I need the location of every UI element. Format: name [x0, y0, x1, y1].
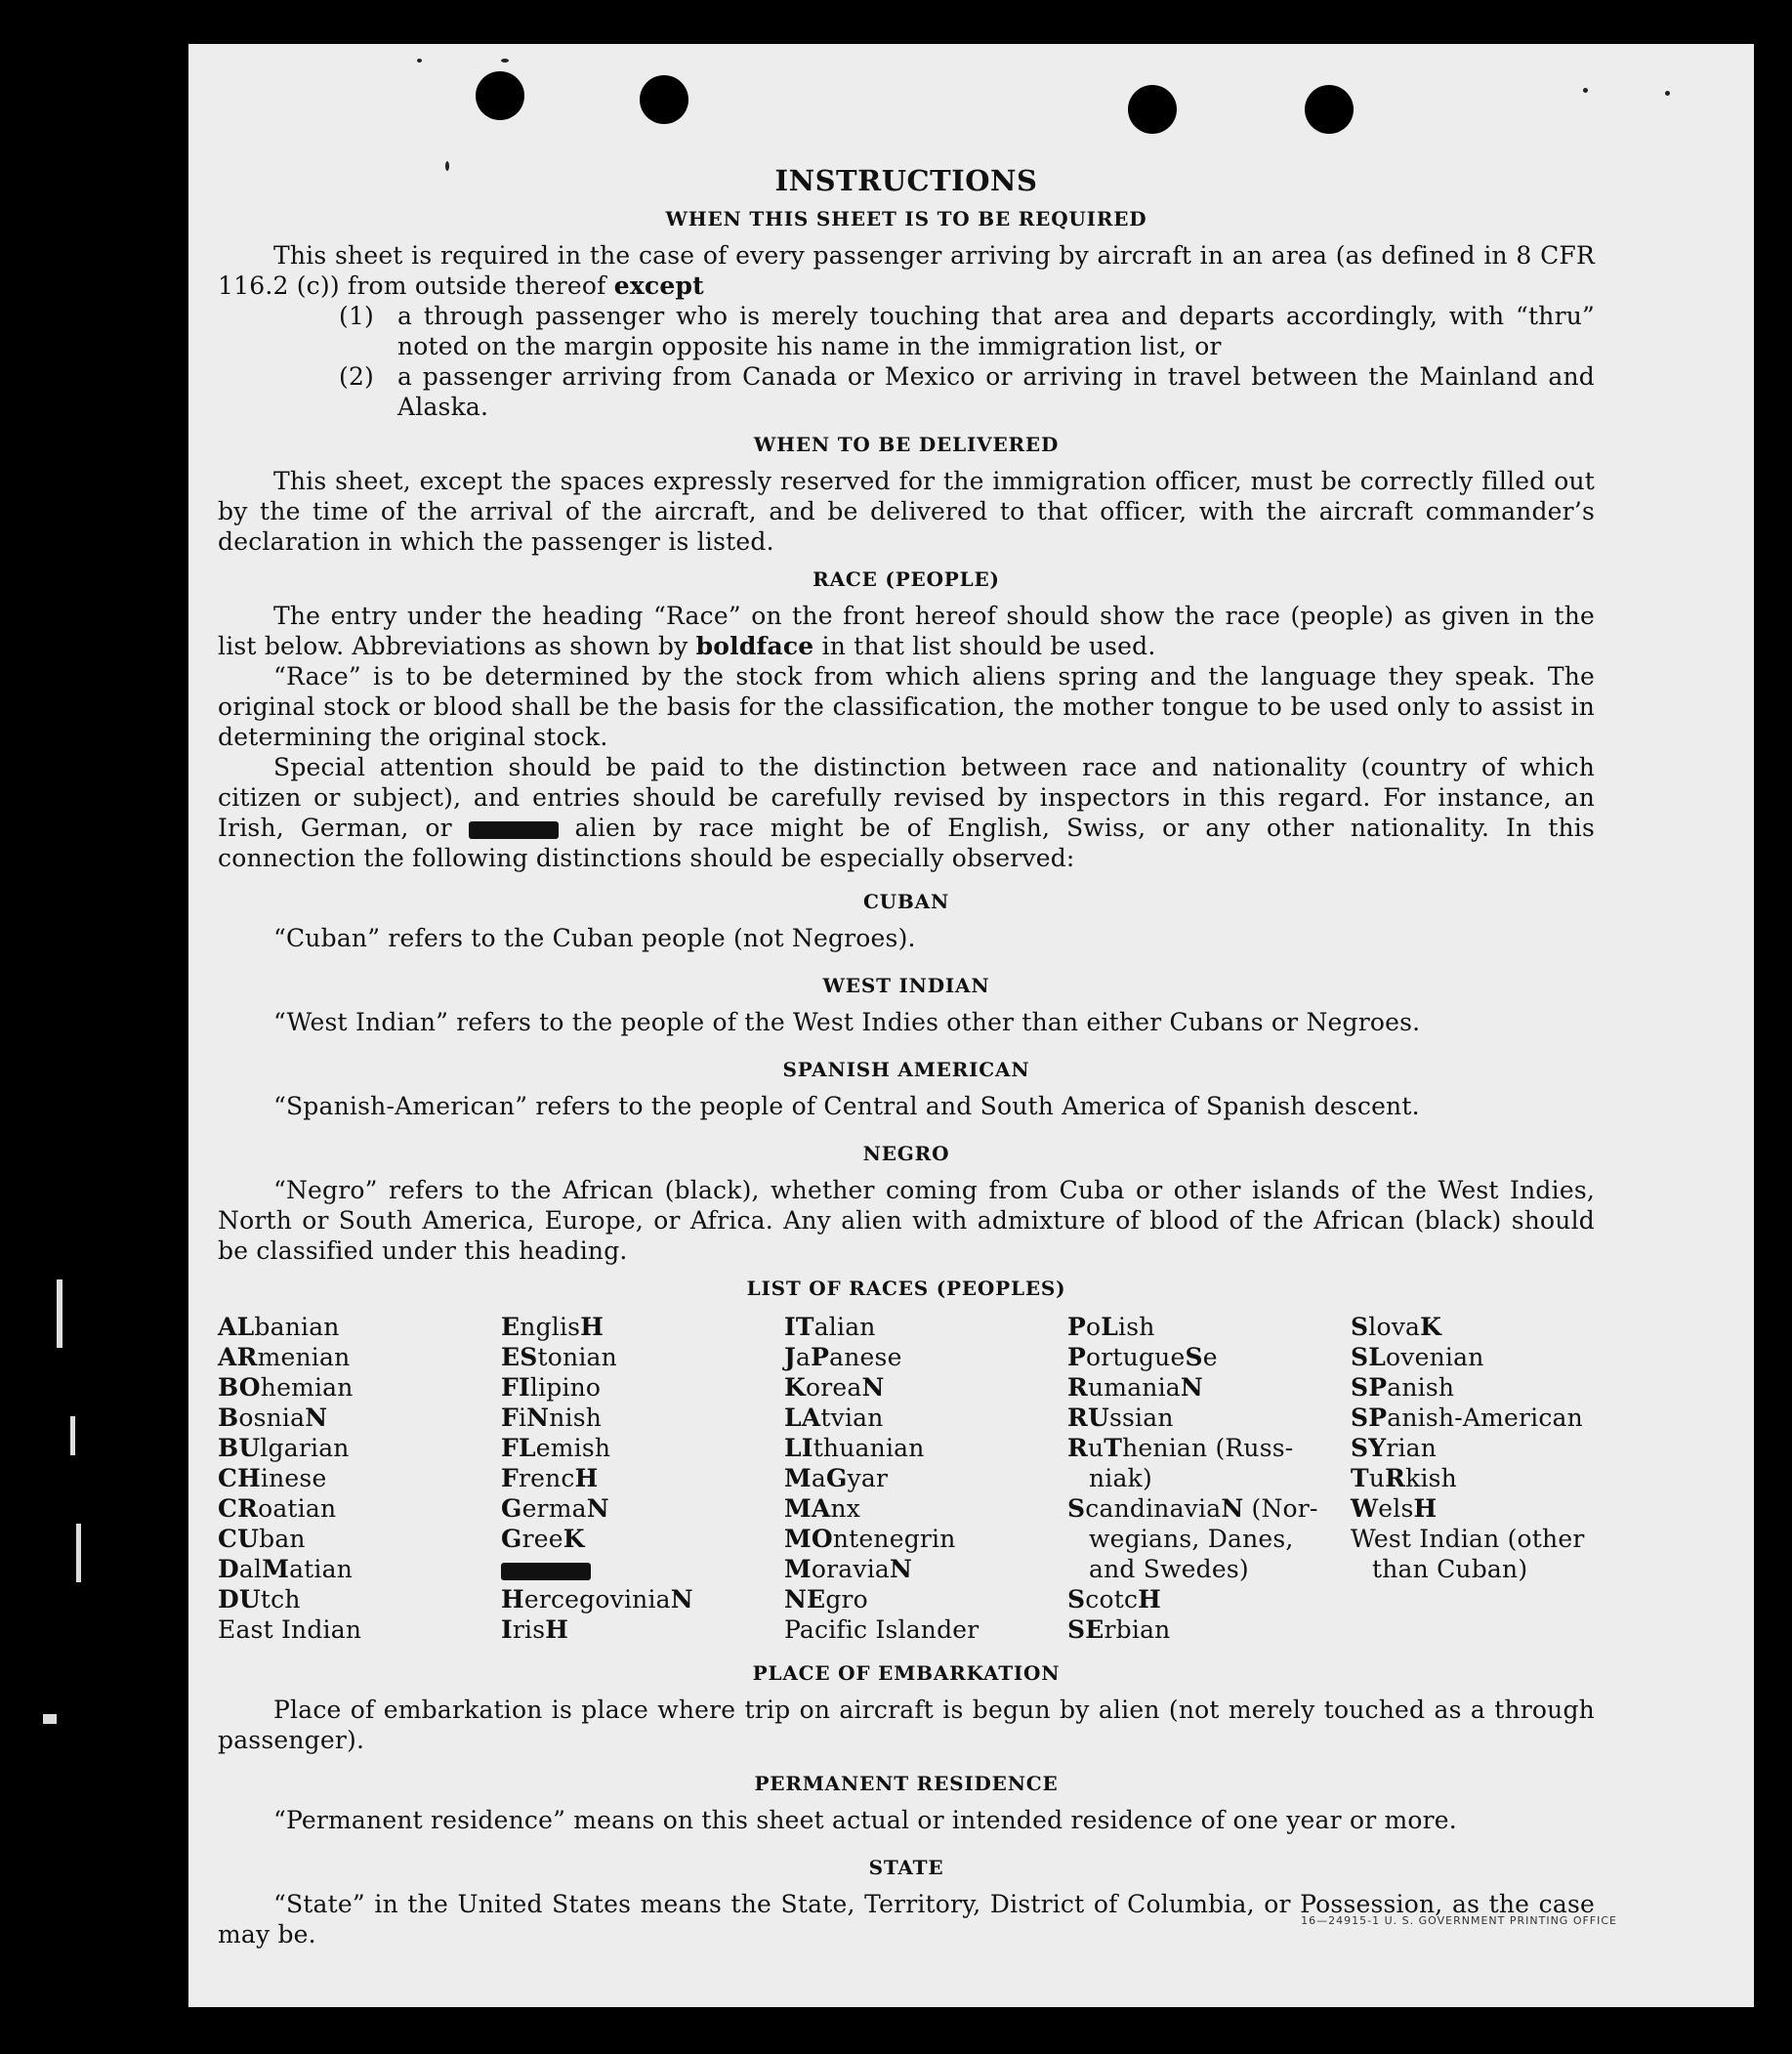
speck [1583, 88, 1588, 93]
punch-hole [1305, 85, 1354, 134]
list-item: (1) a through passenger who is merely touching that area and departs accordingly, with “thru” noted on the margin opposite his name in the immigration list, or [339, 302, 1595, 360]
race-entry: MoraviaN [784, 1555, 913, 1583]
margin-mark [57, 1279, 63, 1348]
section-heading: PERMANENT RESIDENCE [754, 1772, 1059, 1795]
document-page [188, 44, 1754, 2007]
race-entry: SErbian [1067, 1615, 1171, 1644]
race-entry: SYrian [1351, 1434, 1438, 1462]
margin-mark [70, 1416, 75, 1455]
race-entry: MAnx [784, 1494, 861, 1523]
race-entry: MOntenegrin [784, 1525, 956, 1553]
race-entry: CHinese [218, 1464, 327, 1492]
race-entry: WelsH [1351, 1494, 1438, 1523]
races-column [218, 1312, 501, 1645]
race-entry: ALbanian [218, 1313, 340, 1341]
paragraph: “Cuban” refers to the Cuban people (not Negroes). [273, 924, 916, 952]
race-entry: CUban [218, 1525, 306, 1553]
race-entry: FIlipino [501, 1373, 602, 1402]
race-entry: MaGyar [784, 1464, 889, 1492]
races-column [501, 1312, 784, 1645]
race-entry: ScandinaviaN (Nor- [1067, 1494, 1318, 1523]
paragraph: Special attention should be paid to the distinction between race and nationality (country of which citizen or subject), and entries should be carefully revised by inspectors in this regard. For instance, an Irish, German, or alien by race might be of English, Swiss, or any other nationality. In this connection the following distinctions should be especially observed: [218, 753, 1595, 872]
section-heading: NEGRO [862, 1142, 950, 1165]
paragraph: “Negro” refers to the African (black), whether coming from Cuba or other islands of the West Indies, North or South America, Europe, or Africa. Any alien with admixture of blood of the African (black) should be classified under this heading. [218, 1176, 1595, 1265]
paragraph: “Permanent residence” means on this sheet actual or intended residence of one year or more. [273, 1806, 1457, 1834]
punch-hole [1128, 85, 1177, 134]
print-footer: 16—24915-1 U. S. GOVERNMENT PRINTING OFFICE [1301, 1914, 1617, 1927]
race-entry: EStonian [501, 1343, 617, 1371]
speck [501, 59, 509, 63]
race-entry: BUlgarian [218, 1434, 350, 1462]
paragraph: This sheet is required in the case of every passenger arriving by aircraft in an area (as defined in 8 CFR 116.2 (c)) from outside thereof except [218, 241, 1595, 300]
race-entry [501, 1554, 784, 1584]
race-entry: DUtch [218, 1585, 301, 1614]
race-entry: and Swedes) [1089, 1555, 1249, 1583]
race-entry: ARmenian [218, 1343, 351, 1371]
section-heading: WHEN THIS SHEET IS TO BE REQUIRED [665, 207, 1147, 231]
race-entry: EnglisH [501, 1313, 604, 1341]
race-entry: SPanish [1351, 1373, 1455, 1402]
race-entry: FrencH [501, 1464, 599, 1492]
section-heading: LIST OF RACES (PEOPLES) [746, 1277, 1066, 1300]
race-entry: CRoatian [218, 1494, 337, 1523]
races-column [1067, 1312, 1351, 1645]
section-heading: STATE [868, 1856, 944, 1879]
race-entry: wegians, Danes, [1089, 1525, 1294, 1553]
race-entry: ITalian [784, 1313, 876, 1341]
race-entry: BOhemian [218, 1373, 354, 1402]
race-entry: TuRkish [1351, 1464, 1457, 1492]
redaction-mark [501, 1563, 591, 1580]
redaction-mark [469, 821, 559, 839]
race-entry: GreeK [501, 1525, 585, 1553]
section-heading: WHEN TO BE DELIVERED [753, 433, 1060, 456]
race-entry: than Cuban) [1372, 1555, 1528, 1583]
race-entry: IrisH [501, 1615, 569, 1644]
speck [417, 59, 422, 63]
race-entry: East Indian [218, 1615, 362, 1644]
race-entry: BosniaN [218, 1404, 328, 1432]
race-entry: FiNnish [501, 1404, 603, 1432]
race-entry: SPanish-American [1351, 1404, 1583, 1432]
race-entry: FLemish [501, 1434, 611, 1462]
paragraph: “Race” is to be determined by the stock from which aliens spring and the language they speak. The original stock or blood shall be the basis for the classification, the mother tongue to be used only to assist in determining the original stock. [218, 662, 1595, 751]
races-list [218, 1312, 1595, 1645]
race-entry: NEgro [784, 1585, 868, 1614]
race-entry: PoLish [1067, 1313, 1155, 1341]
race-entry: JaPanese [784, 1343, 902, 1371]
paragraph: This sheet, except the spaces expressly reserved for the immigration officer, must be correctly filled out by the time of the arrival of the aircraft, and be delivered to that officer, with the aircraft commander’s declaration in which the passenger is listed. [218, 467, 1595, 556]
race-entry: ScotcH [1067, 1585, 1161, 1614]
race-entry: Pacific Islander [784, 1615, 979, 1644]
margin-mark [43, 1714, 57, 1724]
punch-hole [640, 75, 688, 124]
race-entry: PortugueSe [1067, 1343, 1218, 1371]
race-entry: RuThenian (Russ- [1067, 1434, 1294, 1462]
race-entry: KoreaN [784, 1373, 885, 1402]
paragraph: “State” in the United States means the State, Territory, District of Columbia, or Possession, as the case may be. [218, 1890, 1595, 1949]
race-entry: niak) [1089, 1464, 1152, 1492]
race-entry: HercegoviniaN [501, 1585, 693, 1614]
instructions-body [218, 166, 1595, 1949]
race-entry: RUssian [1067, 1404, 1174, 1432]
page-title: INSTRUCTIONS [774, 164, 1038, 197]
race-entry: West Indian (other [1351, 1525, 1585, 1553]
speck [1665, 91, 1670, 96]
section-heading: RACE (PEOPLE) [813, 567, 1000, 591]
margin-mark [76, 1524, 81, 1582]
list-item: (2) a passenger arriving from Canada or Mexico or arriving in travel between the Mainland and Alaska. [339, 362, 1595, 421]
races-column [784, 1312, 1067, 1645]
race-entry: SLovenian [1351, 1343, 1484, 1371]
race-entry: DalMatian [218, 1555, 354, 1583]
race-entry: GermaN [501, 1494, 609, 1523]
paragraph: The entry under the heading “Race” on the front hereof should show the race (people) as given in the list below. Abbreviations as shown by boldface in that list should be used. [218, 602, 1595, 660]
paragraph: Place of embarkation is place where trip on aircraft is begun by alien (not merely touched as a through passenger). [218, 1696, 1595, 1754]
section-heading: WEST INDIAN [822, 974, 990, 997]
race-entry: LAtvian [784, 1404, 884, 1432]
section-heading: SPANISH AMERICAN [782, 1058, 1030, 1081]
paragraph: “West Indian” refers to the people of the West Indies other than either Cubans or Negroes. [273, 1008, 1421, 1036]
races-column [1351, 1312, 1604, 1645]
race-entry: LIthuanian [784, 1434, 925, 1462]
race-entry: RumaniaN [1067, 1373, 1203, 1402]
race-entry: SlovaK [1351, 1313, 1442, 1341]
paragraph: “Spanish-American” refers to the people of Central and South America of Spanish descent. [273, 1092, 1420, 1120]
section-heading: PLACE OF EMBARKATION [752, 1661, 1061, 1685]
section-heading: CUBAN [862, 890, 950, 913]
punch-hole [476, 71, 524, 120]
